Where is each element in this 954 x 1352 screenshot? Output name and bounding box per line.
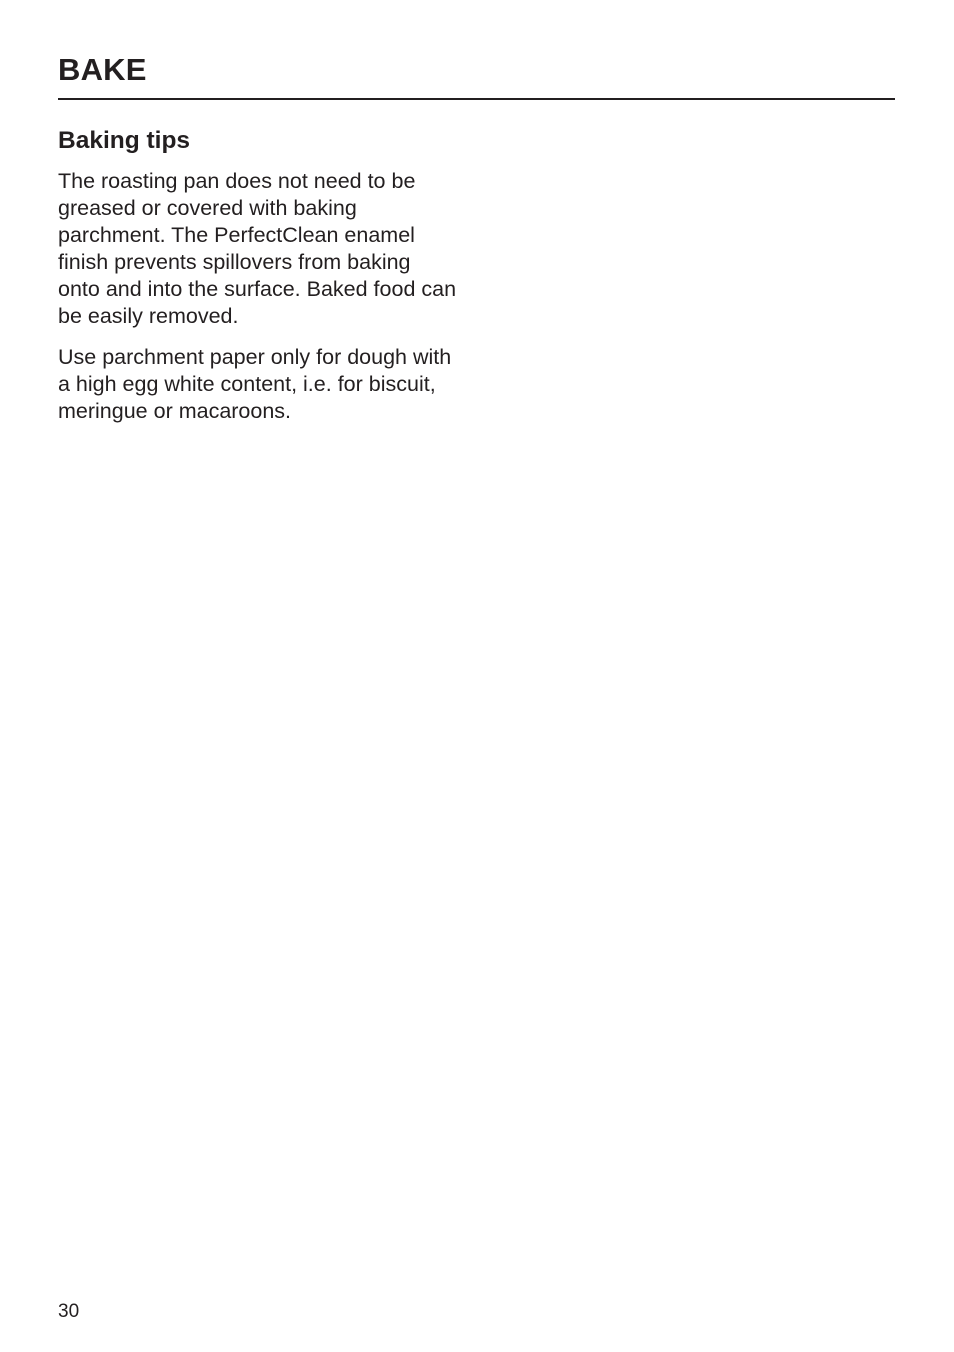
paragraph-roasting-pan: The roasting pan does not need to be greased or covered with baking parchment. The PerfectClean enamel finish prevents spillovers from baking onto and into the surface. Baked food can be easily removed. [58, 169, 457, 328]
header-divider [58, 98, 895, 100]
baking-tips-section [58, 125, 458, 439]
page-number: 30 [58, 1301, 80, 1322]
page-header [58, 50, 895, 90]
page-title: BAKE [58, 52, 147, 87]
paragraph-parchment-paper: Use parchment paper only for dough with a high egg white content, i.e. for biscuit, meringue or macaroons. [58, 345, 452, 423]
section-heading: Baking tips [58, 127, 191, 154]
